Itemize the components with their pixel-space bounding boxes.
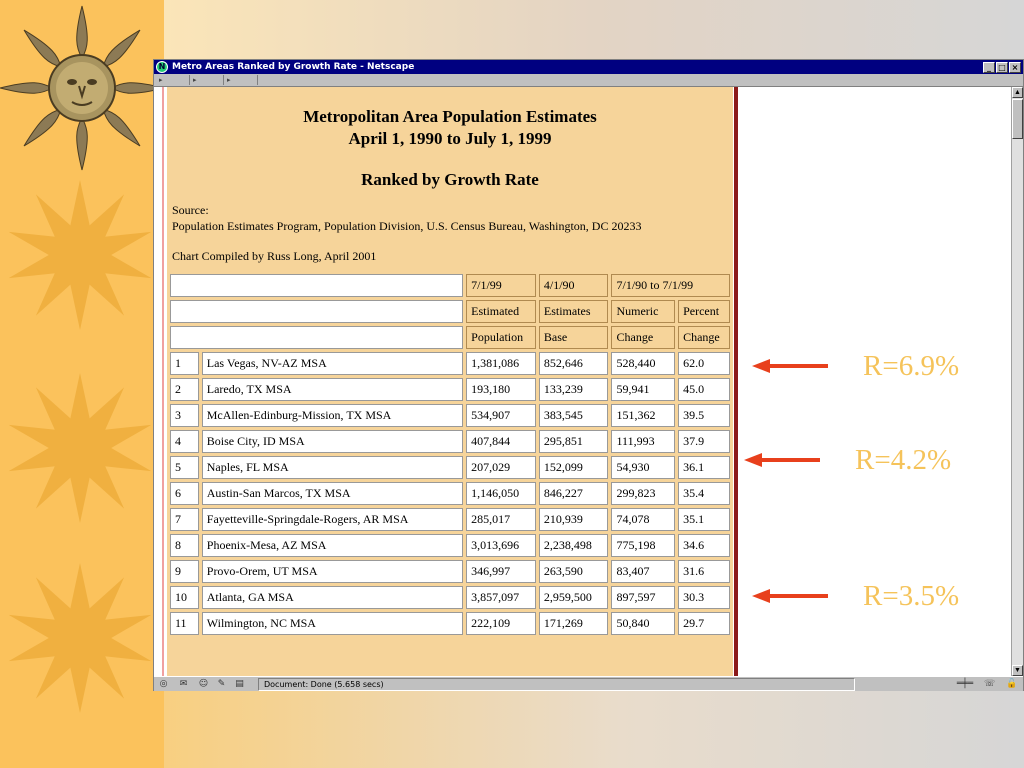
area-cell: Atlanta, GA MSA	[202, 586, 463, 609]
area-cell: Boise City, ID MSA	[202, 430, 463, 453]
percent-change-cell: 62.0	[678, 352, 730, 375]
base-cell: 383,545	[539, 404, 609, 427]
rank-cell: 10	[170, 586, 199, 609]
rank-cell: 3	[170, 404, 199, 427]
numeric-change-cell: 54,930	[611, 456, 675, 479]
percent-change-cell: 35.4	[678, 482, 730, 505]
area-cell: Austin-San Marcos, TX MSA	[202, 482, 463, 505]
close-button[interactable]: ×	[1009, 62, 1021, 73]
area-cell: Wilmington, NC MSA	[202, 612, 463, 635]
base-cell: 295,851	[539, 430, 609, 453]
table-row	[170, 456, 730, 479]
rank-cell: 2	[170, 378, 199, 401]
population-cell: 3,857,097	[466, 586, 536, 609]
header-cell: Base	[539, 326, 609, 349]
percent-change-cell: 35.1	[678, 508, 730, 531]
maximize-button[interactable]: □	[996, 62, 1008, 73]
left-frame	[154, 87, 736, 676]
rank-cell: 11	[170, 612, 199, 635]
table-row	[170, 482, 730, 505]
population-cell: 407,844	[466, 430, 536, 453]
arrow-left-icon	[742, 450, 822, 470]
header-cell: Estimates	[539, 300, 609, 323]
toolbar-tab-3[interactable]: ▸	[224, 75, 258, 85]
area-cell: Phoenix-Mesa, AZ MSA	[202, 534, 463, 557]
header-cell: Numeric	[611, 300, 675, 323]
people-icon[interactable]: ☺	[198, 679, 209, 689]
page-subtitle: Ranked by Growth Rate	[361, 170, 539, 189]
compiled-by: Chart Compiled by Russ Long, April 2001	[172, 249, 377, 263]
numeric-change-cell: 50,840	[611, 612, 675, 635]
rank-cell: 8	[170, 534, 199, 557]
table-row	[170, 586, 730, 609]
header-cell: Change	[678, 326, 730, 349]
navigator-icon[interactable]: ◎	[159, 679, 168, 689]
numeric-change-cell: 897,597	[611, 586, 675, 609]
header-cell: Population	[466, 326, 536, 349]
header-cell: Percent	[678, 300, 730, 323]
base-cell: 133,239	[539, 378, 609, 401]
sun-icon	[0, 560, 160, 715]
area-cell: Provo-Orem, UT MSA	[202, 560, 463, 583]
table-row	[170, 378, 730, 401]
page-content	[167, 87, 733, 676]
header-blank-cell	[170, 326, 463, 349]
table-header-row	[170, 274, 730, 297]
base-cell: 2,238,498	[539, 534, 609, 557]
header-cell: 7/1/99	[466, 274, 536, 297]
mail-icon[interactable]: ✉	[179, 679, 188, 689]
table-row	[170, 508, 730, 531]
population-cell: 1,146,050	[466, 482, 536, 505]
percent-change-cell: 34.6	[678, 534, 730, 557]
toolbar-tab-2[interactable]: ▸	[190, 75, 224, 85]
table-row	[170, 404, 730, 427]
percent-change-cell: 37.9	[678, 430, 730, 453]
rank-cell: 6	[170, 482, 199, 505]
base-cell: 152,099	[539, 456, 609, 479]
scroll-up-arrow-icon[interactable]: ▲	[1012, 87, 1023, 98]
area-cell: Fayetteville-Springdale-Rogers, AR MSA	[202, 508, 463, 531]
population-cell: 222,109	[466, 612, 536, 635]
title-line-2: April 1, 1990 to July 1, 1999	[348, 129, 552, 148]
growth-rate-label: R=3.5%	[863, 580, 960, 612]
document-icon[interactable]: ▤	[235, 679, 244, 689]
numeric-change-cell: 528,440	[611, 352, 675, 375]
source-text: Population Estimates Program, Population Division, U.S. Census Bureau, Washington, DC 20233	[172, 219, 642, 233]
base-cell: 846,227	[539, 482, 609, 505]
area-cell: Naples, FL MSA	[202, 456, 463, 479]
population-cell: 285,017	[466, 508, 536, 531]
percent-change-cell: 29.7	[678, 612, 730, 635]
percent-change-cell: 36.1	[678, 456, 730, 479]
arrow-left-icon	[750, 356, 830, 376]
source-label: Source:	[172, 203, 209, 217]
table-header-row	[170, 326, 730, 349]
scroll-thumb[interactable]	[1012, 99, 1023, 139]
growth-rate-label: R=4.2%	[855, 444, 952, 476]
population-cell: 346,997	[466, 560, 536, 583]
status-text: Document: Done (5.658 secs)	[258, 678, 855, 691]
numeric-change-cell: 74,078	[611, 508, 675, 531]
growth-rate-label: R=6.9%	[863, 350, 960, 382]
title-line-1: Metropolitan Area Population Estimates	[303, 107, 597, 126]
header-cell: 7/1/90 to 7/1/99	[611, 274, 730, 297]
status-bar	[154, 676, 1023, 691]
sun-icon	[0, 180, 160, 330]
percent-change-cell: 30.3	[678, 586, 730, 609]
base-cell: 2,959,500	[539, 586, 609, 609]
rank-cell: 4	[170, 430, 199, 453]
population-cell: 534,907	[466, 404, 536, 427]
minimize-button[interactable]: _	[983, 62, 995, 73]
scroll-down-arrow-icon[interactable]: ▼	[1012, 665, 1023, 676]
rank-cell: 1	[170, 352, 199, 375]
toolbar-collapsed	[154, 74, 1023, 87]
page-title	[167, 106, 733, 150]
numeric-change-cell: 299,823	[611, 482, 675, 505]
header-cell: Change	[611, 326, 675, 349]
area-cell: McAllen-Edinburg-Mission, TX MSA	[202, 404, 463, 427]
netscape-icon[interactable]: N	[156, 61, 168, 73]
population-cell: 193,180	[466, 378, 536, 401]
toolbar-tab-1[interactable]: ▸	[156, 75, 190, 85]
arrow-left-icon	[750, 586, 830, 606]
table-row	[170, 430, 730, 453]
vertical-scrollbar[interactable]	[1011, 87, 1023, 676]
population-table	[167, 271, 733, 638]
area-cell: Laredo, TX MSA	[202, 378, 463, 401]
lock-icon[interactable]: 🔓	[1006, 679, 1018, 689]
composer-icon[interactable]: ✎	[217, 679, 226, 689]
table-row	[170, 560, 730, 583]
header-blank-cell	[170, 274, 463, 297]
population-cell: 3,013,696	[466, 534, 536, 557]
table-body	[170, 352, 730, 635]
numeric-change-cell: 151,362	[611, 404, 675, 427]
slide-top-band	[164, 0, 1024, 60]
metal-sun-icon	[0, 0, 164, 175]
window-title: Metro Areas Ranked by Growth Rate - Netscape	[172, 62, 415, 72]
table-row	[170, 612, 730, 635]
table-row	[170, 352, 730, 375]
title-bar[interactable]	[154, 60, 1023, 74]
rank-cell: 9	[170, 560, 199, 583]
header-cell: 4/1/90	[539, 274, 609, 297]
rank-cell: 5	[170, 456, 199, 479]
area-cell: Las Vegas, NV-AZ MSA	[202, 352, 463, 375]
table-header-row	[170, 300, 730, 323]
numeric-change-cell: 83,407	[611, 560, 675, 583]
progress-icon: ═╪═	[956, 679, 974, 689]
percent-change-cell: 45.0	[678, 378, 730, 401]
numeric-change-cell: 775,198	[611, 534, 675, 557]
header-blank-cell	[170, 300, 463, 323]
numeric-change-cell: 59,941	[611, 378, 675, 401]
percent-change-cell: 31.6	[678, 560, 730, 583]
online-icon[interactable]: ☏	[984, 679, 996, 689]
table-row	[170, 534, 730, 557]
population-cell: 207,029	[466, 456, 536, 479]
percent-change-cell: 39.5	[678, 404, 730, 427]
population-cell: 1,381,086	[466, 352, 536, 375]
base-cell: 210,939	[539, 508, 609, 531]
rank-cell: 7	[170, 508, 199, 531]
base-cell: 171,269	[539, 612, 609, 635]
sun-icon	[0, 370, 160, 525]
base-cell: 263,590	[539, 560, 609, 583]
numeric-change-cell: 111,993	[611, 430, 675, 453]
header-cell: Estimated	[466, 300, 536, 323]
frame-edge	[154, 87, 164, 676]
base-cell: 852,646	[539, 352, 609, 375]
